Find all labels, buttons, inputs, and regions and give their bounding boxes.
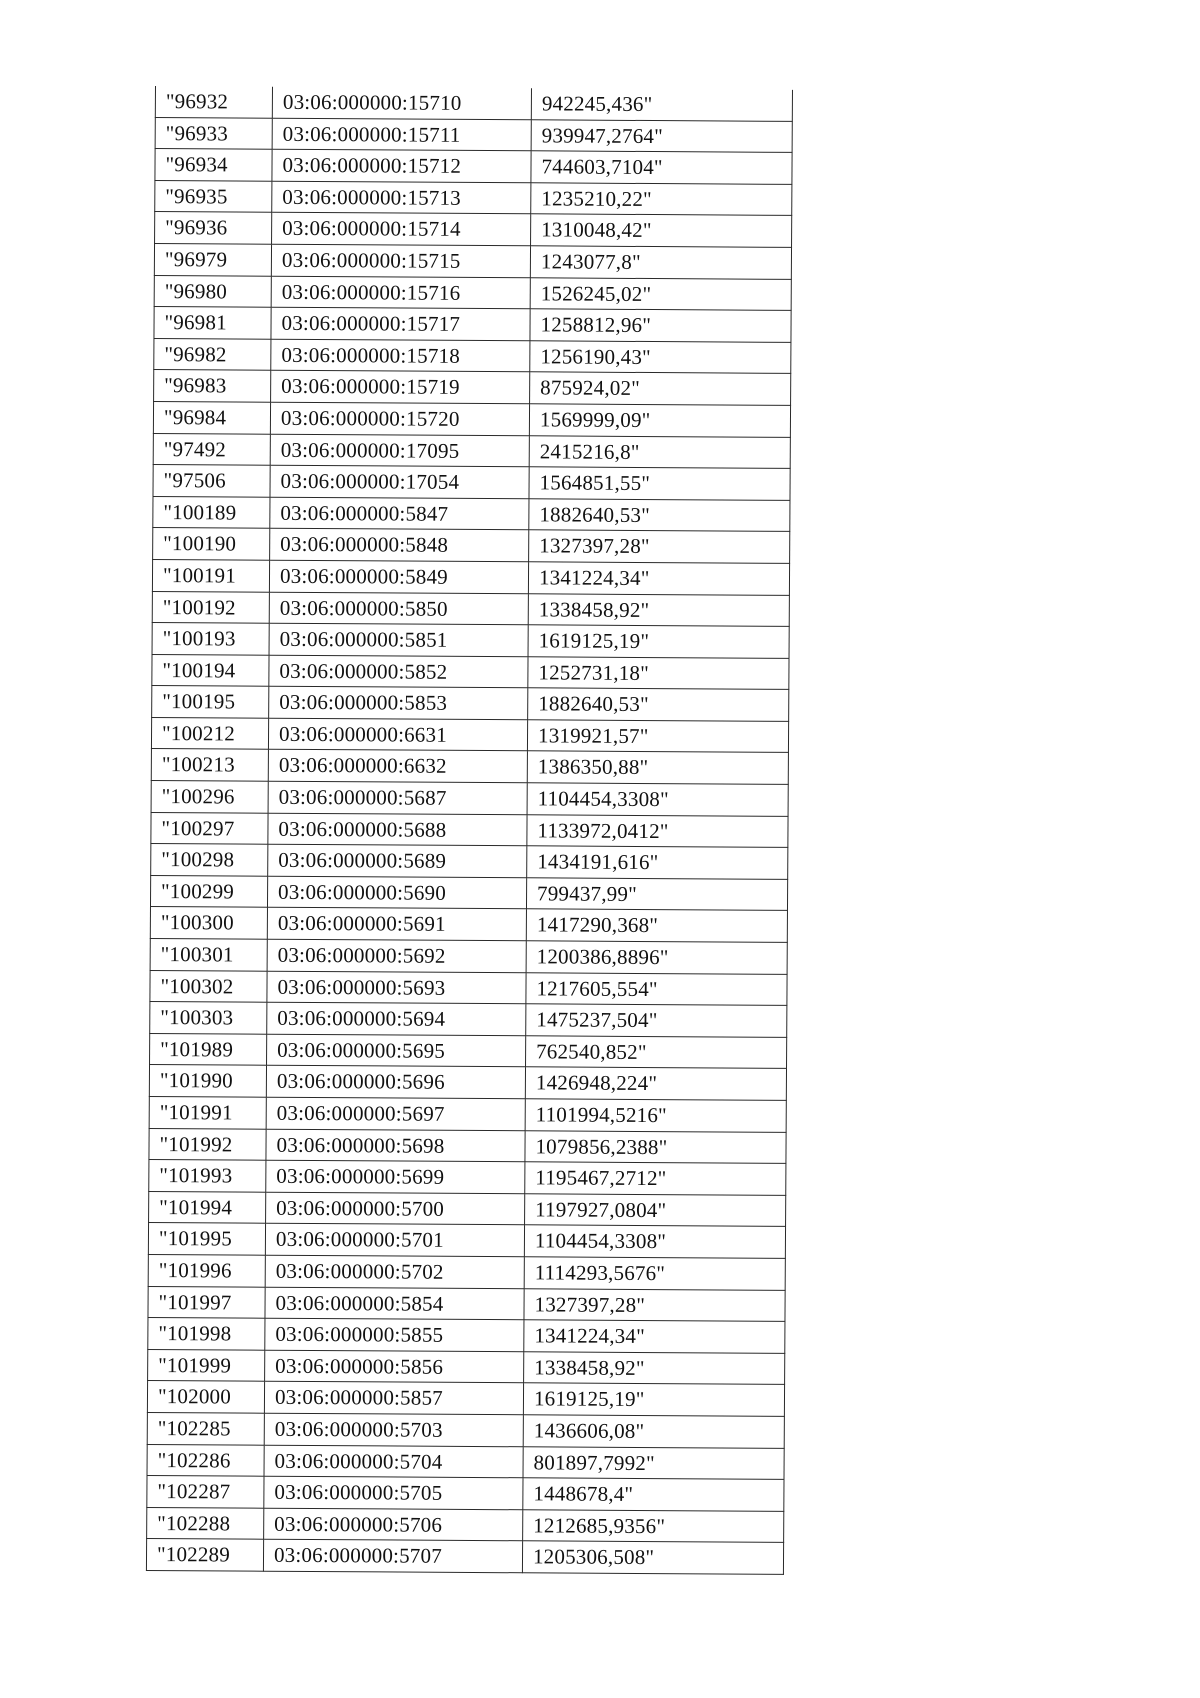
row-id-cell: "100300 [150, 907, 267, 939]
table-row [153, 496, 790, 531]
row-id-cell: "100212 [151, 717, 268, 749]
cadastral-number-cell: 03:06:000000:6632 [268, 750, 527, 783]
cadastral-value-cell: 1197927,0804" [525, 1194, 786, 1227]
table-row [151, 749, 788, 784]
cadastral-value-cell: 1327397,28" [529, 530, 790, 563]
cadastral-number-cell: 03:06:000000:5691 [267, 908, 526, 941]
cadastral-value-cell: 1256190,43" [530, 341, 791, 374]
cadastral-number-cell: 03:06:000000:5853 [269, 686, 528, 719]
row-id-cell: "100191 [152, 559, 269, 591]
row-id-cell: "96934 [155, 149, 272, 181]
table-row [152, 686, 789, 721]
row-id-cell: "102288 [147, 1507, 264, 1539]
table-row [150, 970, 787, 1005]
cadastral-number-cell: 03:06:000000:5705 [264, 1476, 523, 1509]
cadastral-number-cell: 03:06:000000:15713 [272, 181, 531, 214]
row-id-cell: "101992 [149, 1128, 266, 1160]
cadastral-value-cell: 1319921,57" [527, 720, 788, 753]
cadastral-number-cell: 03:06:000000:5851 [269, 623, 528, 656]
table-row [147, 1381, 784, 1416]
row-id-cell: "102286 [147, 1444, 264, 1476]
cadastral-value-cell: 801897,7992" [523, 1446, 784, 1479]
cadastral-value-cell: 1619125,19" [523, 1383, 784, 1416]
row-id-cell: "100190 [153, 528, 270, 560]
cadastral-value-cell: 1338458,92" [528, 593, 789, 626]
row-id-cell: "100298 [151, 844, 268, 876]
cadastral-value-cell: 1426948,224" [525, 1067, 786, 1100]
cadastral-value-cell: 744603,7104" [531, 151, 792, 184]
cadastral-value-cell: 1252731,18" [528, 656, 789, 689]
cadastral-value-cell: 1882640,53" [529, 499, 790, 532]
row-id-cell: "102285 [147, 1412, 264, 1444]
table-row [151, 781, 788, 816]
cadastral-number-cell: 03:06:000000:5696 [266, 1066, 525, 1099]
table-row [150, 907, 787, 942]
row-id-cell: "100193 [152, 623, 269, 655]
table-row [152, 559, 789, 594]
cadastral-number-cell: 03:06:000000:17095 [270, 434, 529, 467]
cadastral-value-cell: 1310048,42" [531, 214, 792, 247]
cadastral-value-cell: 939947,2764" [531, 119, 792, 152]
cadastral-value-cell: 1258812,96" [530, 309, 791, 342]
row-id-cell: "96983 [154, 370, 271, 402]
cadastral-number-cell: 03:06:000000:5700 [266, 1192, 525, 1225]
row-id-cell: "100195 [152, 686, 269, 718]
row-id-cell: "96933 [155, 117, 272, 149]
cadastral-number-cell: 03:06:000000:5688 [268, 813, 527, 846]
cadastral-number-cell: 03:06:000000:5850 [269, 592, 528, 625]
row-id-cell: "96932 [155, 86, 272, 118]
cadastral-number-cell: 03:06:000000:5694 [267, 1002, 526, 1035]
cadastral-number-cell: 03:06:000000:5849 [269, 560, 528, 593]
cadastral-number-cell: 03:06:000000:6631 [268, 718, 527, 751]
cadastral-value-cell: 1212685,9356" [523, 1509, 784, 1542]
cadastral-value-cell: 1569999,09" [529, 404, 790, 437]
cadastral-value-cell: 1200386,8896" [526, 941, 787, 974]
cadastral-number-cell: 03:06:000000:15720 [270, 402, 529, 435]
row-id-cell: "100189 [153, 496, 270, 528]
row-id-cell: "101998 [148, 1318, 265, 1350]
cadastral-number-cell: 03:06:000000:5847 [270, 497, 529, 530]
table-row [155, 117, 792, 152]
cadastral-number-cell: 03:06:000000:15711 [272, 118, 531, 151]
row-id-cell: "96979 [154, 243, 271, 275]
cadastral-number-cell: 03:06:000000:15718 [271, 339, 530, 372]
table-row [154, 307, 791, 342]
row-id-cell: "101994 [149, 1191, 266, 1223]
table-row [152, 654, 789, 689]
row-id-cell: "96981 [154, 307, 271, 339]
row-id-cell: "101993 [149, 1160, 266, 1192]
row-id-cell: "100299 [150, 875, 267, 907]
cadastral-number-cell: 03:06:000000:5707 [263, 1540, 522, 1573]
cadastral-number-cell: 03:06:000000:5704 [264, 1445, 523, 1478]
cadastral-number-cell: 03:06:000000:5693 [267, 971, 526, 1004]
row-id-cell: "96935 [155, 180, 272, 212]
table-row [150, 1033, 787, 1068]
table-row [154, 370, 791, 405]
row-id-cell: "96982 [154, 338, 271, 370]
table-row [154, 338, 791, 373]
cadastral-number-cell: 03:06:000000:5706 [264, 1508, 523, 1541]
cadastral-number-cell: 03:06:000000:15715 [271, 244, 530, 277]
table-row [150, 939, 787, 974]
cadastral-value-cell: 1436606,08" [523, 1415, 784, 1448]
table-row [148, 1349, 785, 1384]
cadastral-number-cell: 03:06:000000:15719 [271, 371, 530, 404]
cadastral-number-cell: 03:06:000000:5855 [265, 1318, 524, 1351]
cadastral-value-cell: 942245,436" [531, 88, 792, 121]
table-row [155, 212, 792, 247]
table-row [147, 1507, 784, 1542]
table-row [148, 1254, 785, 1289]
table-row [147, 1444, 784, 1479]
cadastral-value-cell: 1341224,34" [528, 562, 789, 595]
table-row [147, 1476, 784, 1511]
cadastral-number-cell: 03:06:000000:15714 [272, 213, 531, 246]
cadastral-number-cell: 03:06:000000:5854 [265, 1287, 524, 1320]
table-row [154, 243, 791, 278]
cadastral-number-cell: 03:06:000000:5857 [264, 1382, 523, 1415]
cadastral-number-cell: 03:06:000000:5690 [267, 876, 526, 909]
table-row [146, 1539, 783, 1574]
cadastral-value-cell: 1101994,5216" [525, 1099, 786, 1132]
table-row [148, 1223, 785, 1258]
table-row [153, 401, 790, 436]
cadastral-number-cell: 03:06:000000:5692 [267, 939, 526, 972]
table-row [149, 1096, 786, 1131]
cadastral-value-cell: 1243077,8" [530, 246, 791, 279]
cadastral-value-cell: 1341224,34" [524, 1320, 785, 1353]
row-id-cell: "100301 [150, 939, 267, 971]
table-row [150, 875, 787, 910]
table-row [149, 1065, 786, 1100]
cadastral-value-cell: 1114293,5676" [524, 1257, 785, 1290]
cadastral-value-cell: 799437,99" [526, 878, 787, 911]
cadastral-value-cell: 2415216,8" [529, 435, 790, 468]
table-row [150, 1002, 787, 1037]
table-row [149, 1191, 786, 1226]
cadastral-value-cell: 1338458,92" [524, 1352, 785, 1385]
cadastral-value-cell: 1104454,3308" [527, 783, 788, 816]
cadastral-number-cell: 03:06:000000:15717 [271, 307, 530, 340]
cadastral-number-cell: 03:06:000000:5703 [264, 1413, 523, 1446]
table-row [147, 1412, 784, 1447]
row-id-cell: "101997 [148, 1286, 265, 1318]
cadastral-number-cell: 03:06:000000:17054 [270, 465, 529, 498]
row-id-cell: "100194 [152, 654, 269, 686]
cadastral-number-cell: 03:06:000000:15712 [272, 149, 531, 182]
row-id-cell: "96984 [153, 401, 270, 433]
cadastral-value-cell: 1417290,368" [526, 909, 787, 942]
table-row [148, 1286, 785, 1321]
cadastral-number-cell: 03:06:000000:5689 [268, 844, 527, 877]
cadastral-number-cell: 03:06:000000:5856 [265, 1350, 524, 1383]
table-row [155, 149, 792, 184]
cadastral-number-cell: 03:06:000000:5852 [269, 655, 528, 688]
cadastral-value-cell: 762540,852" [526, 1036, 787, 1069]
table-row [149, 1128, 786, 1163]
row-id-cell: "100303 [150, 1002, 267, 1034]
cadastral-number-cell: 03:06:000000:5695 [267, 1034, 526, 1067]
row-id-cell: "96936 [155, 212, 272, 244]
row-id-cell: "97506 [153, 465, 270, 497]
table-row [153, 433, 790, 468]
table-row [149, 1160, 786, 1195]
cadastral-value-cell: 1217605,554" [526, 972, 787, 1005]
table-row [151, 812, 788, 847]
cadastral-number-cell: 03:06:000000:5701 [265, 1224, 524, 1257]
cadastral-value-cell: 1104454,3308" [524, 1225, 785, 1258]
row-id-cell: "102000 [147, 1381, 264, 1413]
table-row [152, 623, 789, 658]
table-row [155, 86, 792, 121]
row-id-cell: "101996 [148, 1254, 265, 1286]
table-row [151, 717, 788, 752]
row-id-cell: "100297 [151, 812, 268, 844]
row-id-cell: "100192 [152, 591, 269, 623]
row-id-cell: "101991 [149, 1096, 266, 1128]
row-id-cell: "100213 [151, 749, 268, 781]
cadastral-number-cell: 03:06:000000:15710 [272, 87, 531, 120]
cadastral-value-cell: 1205306,508" [522, 1541, 783, 1574]
row-id-cell: "101999 [148, 1349, 265, 1381]
table-row [155, 180, 792, 215]
table-row [148, 1318, 785, 1353]
cadastral-value-cell: 1327397,28" [524, 1288, 785, 1321]
row-id-cell: "100302 [150, 970, 267, 1002]
cadastral-number-cell: 03:06:000000:15716 [271, 276, 530, 309]
table-row [153, 465, 790, 500]
cadastral-value-cell: 1526245,02" [530, 277, 791, 310]
cadastral-value-cell: 1235210,22" [531, 183, 792, 216]
row-id-cell: "101995 [148, 1223, 265, 1255]
cadastral-number-cell: 03:06:000000:5697 [266, 1097, 525, 1130]
row-id-cell: "102287 [147, 1476, 264, 1508]
row-id-cell: "96980 [154, 275, 271, 307]
cadastral-value-cell: 1882640,53" [528, 688, 789, 721]
cadastral-value-cell: 1564851,55" [529, 467, 790, 500]
cadastral-value-cell: 1434191,616" [527, 846, 788, 879]
table-body [146, 86, 792, 1574]
cadastral-number-cell: 03:06:000000:5699 [266, 1160, 525, 1193]
cadastral-value-cell: 1079856,2388" [525, 1130, 786, 1163]
cadastral-number-cell: 03:06:000000:5687 [268, 781, 527, 814]
table-row [151, 844, 788, 879]
cadastral-value-cell: 1619125,19" [528, 625, 789, 658]
row-id-cell: "101990 [149, 1065, 266, 1097]
cadastral-value-cell: 1195467,2712" [525, 1162, 786, 1195]
cadastral-value-cell: 1386350,88" [527, 751, 788, 784]
cadastral-number-cell: 03:06:000000:5698 [266, 1129, 525, 1162]
cadastral-number-cell: 03:06:000000:5848 [270, 529, 529, 562]
table-row [152, 591, 789, 626]
row-id-cell: "102289 [146, 1539, 263, 1571]
cadastral-value-cell: 875924,02" [530, 372, 791, 405]
row-id-cell: "97492 [153, 433, 270, 465]
cadastral-value-cell: 1448678,4" [523, 1478, 784, 1511]
cadastral-value-cell: 1133972,0412" [527, 814, 788, 847]
row-id-cell: "101989 [150, 1033, 267, 1065]
table-row [154, 275, 791, 310]
table-row [153, 528, 790, 563]
row-id-cell: "100296 [151, 781, 268, 813]
cadastral-number-cell: 03:06:000000:5702 [265, 1255, 524, 1288]
cadastral-value-cell: 1475237,504" [526, 1004, 787, 1037]
cadastral-value-table [146, 86, 793, 1575]
